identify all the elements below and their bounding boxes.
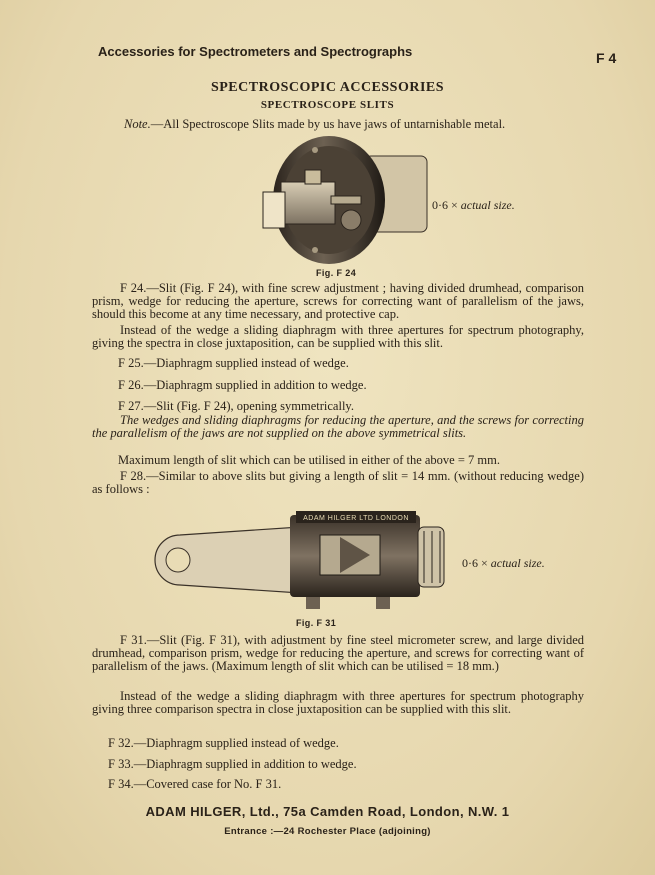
item-f32: F 32.—Diaphragm supplied instead of wedge.	[108, 736, 339, 750]
figure-f31-caption: Fig. F 31	[296, 618, 337, 628]
figure-f24-image	[245, 130, 435, 265]
section-heading: SPECTROSCOPIC ACCESSORIES	[210, 80, 445, 95]
item-f33: F 33.—Diaphragm supplied in addition to wedge.	[108, 757, 357, 771]
note-label: Note.	[124, 117, 151, 131]
paragraph-f31-diaphragm: Instead of the wedge a sliding diaphragm with three apertures for spectrum photography giving three comparison spectra in close juxtaposition can be supplied with this slit.	[92, 689, 584, 716]
item-f34: F 34.—Covered case for No. F 31.	[108, 777, 282, 791]
footer-entrance: Entrance :—24 Rochester Place (adjoining)	[224, 826, 431, 837]
section-subheading: SPECTROSCOPE SLITS	[260, 99, 395, 111]
max-length-line: Maximum length of slit which can be utilised in either of the above = 7 mm.	[118, 453, 500, 467]
footer-company: ADAM HILGER, Ltd., 75a Camden Road, London, N.W. 1	[145, 804, 510, 819]
paragraph-f24-diaphragm: Instead of the wedge a sliding diaphragm with three apertures for spectrum photography, giving the spectra in close juxtaposition, can be supplied with this slit.	[92, 323, 584, 350]
figure-f24-scale	[432, 198, 515, 213]
symmetrical-slits-note: The wedges and sliding diaphragms for reducing the aperture, and the screws for correcting the parallelism of the jaws are not supplied on the above symmetrical slits.	[92, 413, 584, 440]
running-head: Accessories for Spectrometers and Spectrographs	[98, 44, 413, 59]
note-text: —All Spectroscope Slits made by us have jaws of untarnishable metal.	[150, 117, 506, 131]
item-f25: F 25.—Diaphragm supplied instead of wedge.	[118, 356, 349, 370]
paragraph-f28: F 28.—Similar to above slits but giving a length of slit = 14 mm. (without reducing wedge) as follows :	[92, 469, 584, 496]
figure-f24-scale-value: 0·6 ×	[432, 198, 458, 212]
figure-f31-scale	[462, 556, 545, 571]
figure-f24-scale-text: actual size.	[460, 198, 515, 212]
figure-f31-scale-text: actual size.	[490, 556, 545, 570]
figure-f24-caption: Fig. F 24	[316, 268, 357, 278]
page-number: F 4	[596, 50, 617, 66]
figure-f31-engraving: ADAM HILGER LTD LONDON	[303, 515, 409, 522]
figure-f31-image	[140, 505, 460, 615]
paragraph-f24: F 24.—Slit (Fig. F 24), with fine screw adjustment ; having divided drumhead, comparison prism, wedge for reducing the aperture, screws for correcting want of parallelism of the jaws, should this become at any time necessary, and protective cap.	[92, 281, 584, 321]
item-f27: F 27.—Slit (Fig. F 24), opening symmetrically.	[118, 399, 354, 413]
figure-f31-scale-value: 0·6 ×	[462, 556, 488, 570]
item-f26: F 26.—Diaphragm supplied in addition to wedge.	[118, 378, 367, 392]
paragraph-f31: F 31.—Slit (Fig. F 31), with adjustment by fine steel micrometer screw, and large divided drumhead, comparison prism, wedge for reducing the aperture, and screws for correcting want of parallelism of the jaws. (Maximum length of slit which can be utilised = 18 mm.)	[92, 633, 584, 673]
